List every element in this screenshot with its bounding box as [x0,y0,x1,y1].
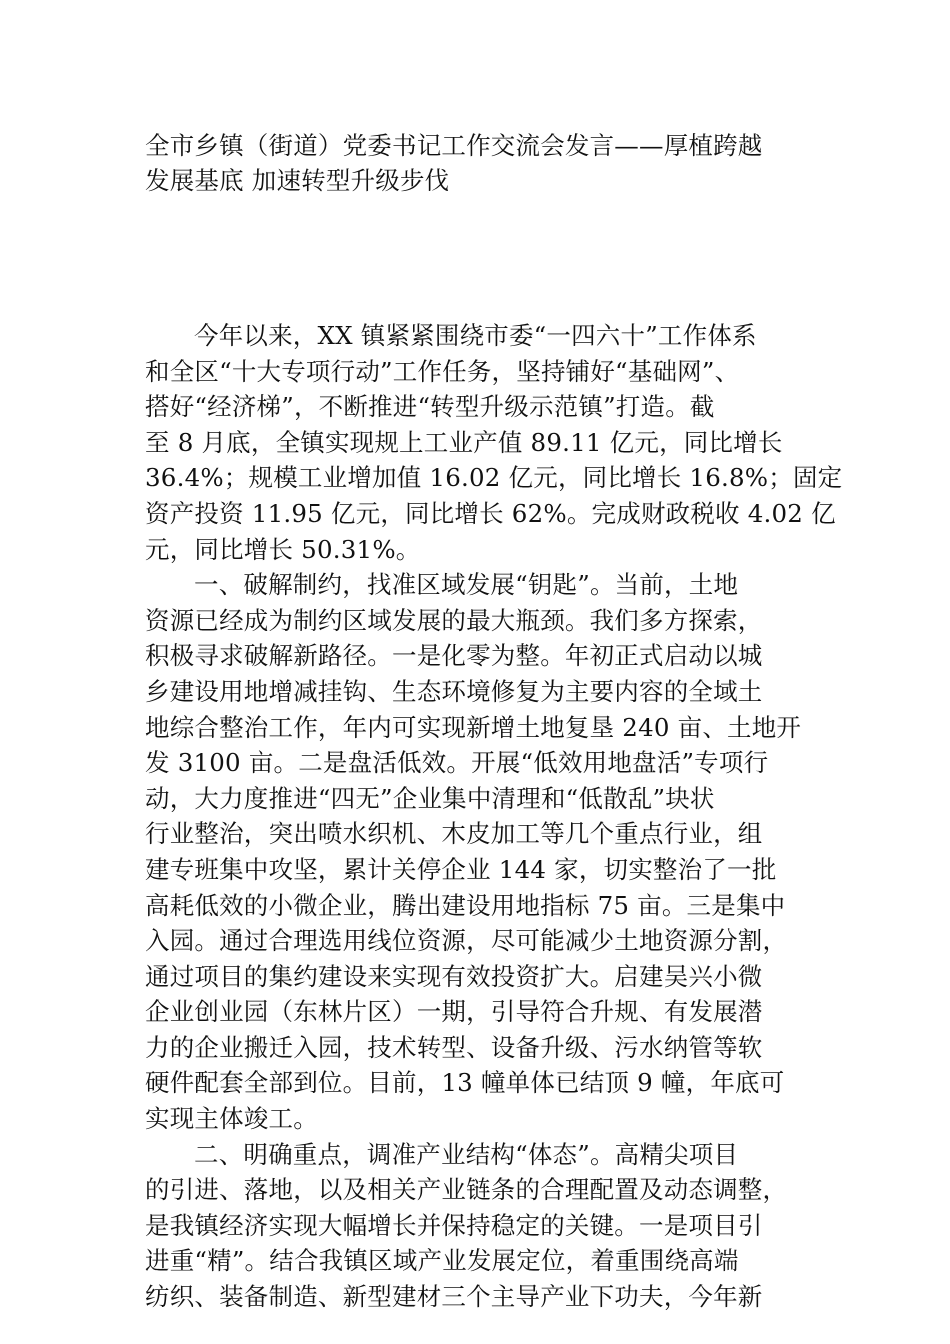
title-line: 全市乡镇（街道）党委书记工作交流会发言——厚植跨越 [145,131,763,160]
paragraph-line: 资产投资 11.95 亿元，同比增长 62%。完成财政税收 4.02 亿 [145,498,836,528]
paragraph-line: 硬件配套全部到位。目前，13 幢单体已结顶 9 幢，年底可 [145,1068,785,1098]
paragraph-line: 地综合整治工作，年内可实现新增土地复垦 240 亩、土地开 [145,712,802,742]
paragraph-line: 实现主体竣工。 [145,1104,318,1134]
paragraph-line: 进重“精”。结合我镇区域产业发展定位，着重围绕高端 [145,1246,739,1276]
document-title [145,128,815,198]
paragraph-line: 一、破解制约，找准区域发展“钥匙”。当前，土地 [194,570,739,600]
paragraph-line: 入园。通过合理选用线位资源，尽可能减少土地资源分割， [145,926,788,956]
paragraph-line: 乡建设用地增减挂钩、生态环境修复为主要内容的全域土 [145,676,763,706]
paragraph-line: 建专班集中攻坚，累计关停企业 144 家，切实整治了一批 [145,854,777,884]
paragraph-line: 行业整治，突出喷水织机、木皮加工等几个重点行业，组 [145,819,763,849]
paragraph-line: 动，大力度推进“四无”企业集中清理和“低散乱”块状 [145,783,715,813]
paragraph-line: 高耗低效的小微企业，腾出建设用地指标 75 亩。三是集中 [145,890,786,920]
paragraph-line: 今年以来，XX 镇紧紧围绕市委“一四六十”工作体系 [194,321,757,350]
paragraph-line: 企业创业园（东林片区）一期，引导符合升规、有发展潜 [145,997,763,1027]
paragraph-line: 的引进、落地，以及相关产业链条的合理配置及动态调整， [145,1175,788,1205]
paragraph-line: 通过项目的集约建设来实现有效投资扩大。启建吴兴小微 [145,961,763,991]
paragraph-line: 力的企业搬迁入园，技术转型、设备升级、污水纳管等软 [145,1032,763,1062]
paragraph-line: 二、明确重点，调准产业结构“体态”。高精尖项目 [194,1139,739,1169]
paragraph-line: 36.4%；规模工业增加值 16.02 亿元，同比增长 16.8%；固定 [145,463,843,493]
paragraph-line: 资源已经成为制约区域发展的最大瓶颈。我们多方探索， [145,605,763,635]
paragraph-line: 搭好“经济梯”，不断推进“转型升级示范镇”打造。截 [145,392,715,422]
document-body [145,318,843,1315]
paragraph-line: 积极寻求破解新路径。一是化零为整。年初正式启动以城 [145,641,763,671]
title-line: 发展基底 加速转型升级步伐 [145,166,450,195]
paragraph-line: 是我镇经济实现大幅增长并保持稳定的关键。一是项目引 [145,1210,763,1240]
paragraph-line: 发 3100 亩。二是盘活低效。开展“低效用地盘活”专项行 [145,748,769,778]
paragraph-intro [145,318,843,567]
paragraph-section-two [145,1137,815,1315]
paragraph-line: 纺织、装备制造、新型建材三个主导产业下功夫，今年新 [145,1282,763,1312]
paragraph-line: 至 8 月底，全镇实现规上工业产值 89.11 亿元，同比增长 [145,427,783,457]
paragraph-section-one [145,567,815,1137]
paragraph-line: 元，同比增长 50.31%。 [145,534,421,564]
paragraph-line: 和全区“十大专项行动”工作任务，坚持铺好“基础网”、 [145,356,740,386]
